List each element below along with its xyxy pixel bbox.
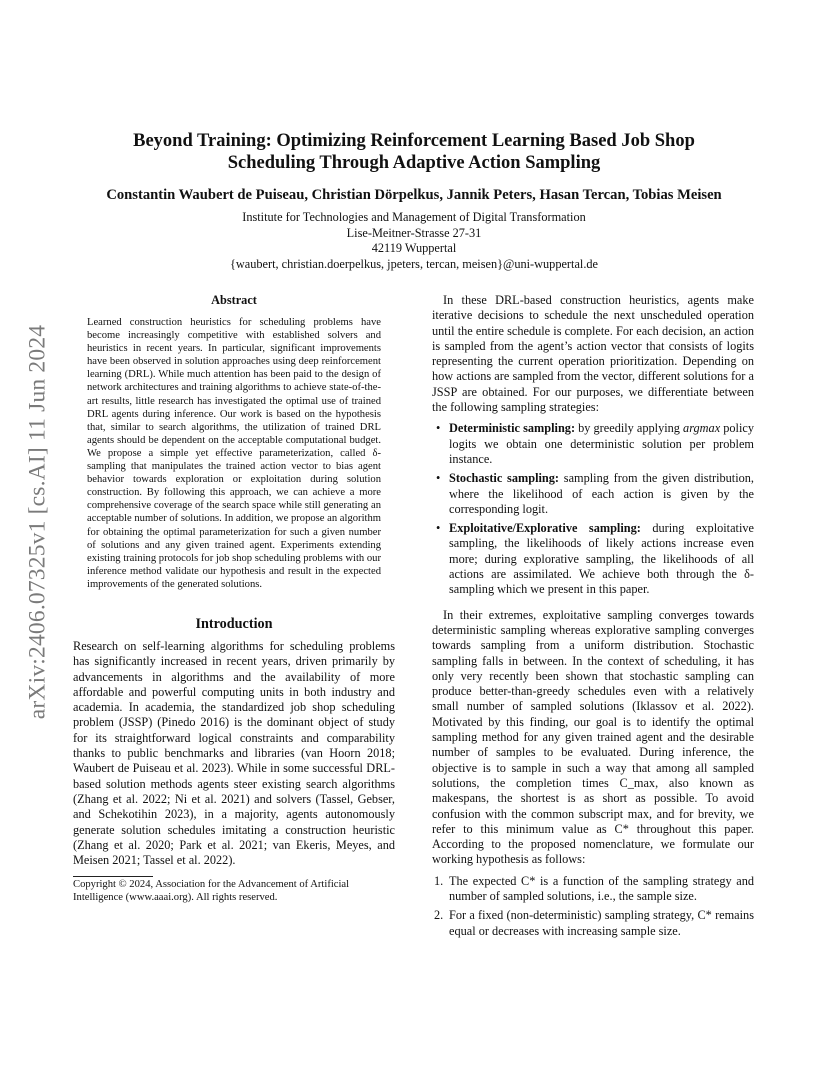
bullet-text: sampling from the given distribution, where the likelihood of each action is given by the corresponding logit.	[449, 471, 754, 516]
affiliation-institute: Institute for Technologies and Management of Digital Transformation	[242, 210, 586, 224]
abstract-heading: Abstract	[211, 293, 257, 307]
footnote-rule	[73, 876, 153, 877]
paragraph-sampling-extremes: In their extremes, exploitative sampling converges towards deterministic sampling whereas explorative sampling converges towards sampling from a uniform distribution. Stochastic sampling falls in between. In the context of scheduling, it has only very recently been shown that stochastic sampling can produce better-than-greedy schedules even with a relatively small number of sampled solutions (Iklassov et al. 2022). Motivated by this finding, our goal is to identify the optimal sampling method for any given trained agent and the desirable number of samples to be evaluated. During inference, the objective is to sample in such a way that among all sampled solutions, the completion times C_max, also known as makespans, the shortest is as short as possible. To avoid confusion with the common subscript max, and for brevity, we refer to this minimum value as C* throughout this paper. According to the proposed nomenclature, we formulate our working hypothesis as follows:	[432, 607, 754, 867]
right-column-body-2	[432, 608, 754, 868]
right-column-body	[432, 293, 754, 415]
list-item	[432, 874, 754, 905]
left-column	[73, 293, 395, 905]
arxiv-side-stamp	[22, 292, 54, 752]
list-item	[432, 421, 754, 467]
bullet-dot: •	[436, 471, 441, 486]
bullet-emphasis: argmax	[683, 421, 721, 436]
list-number: 2.	[434, 908, 444, 923]
sampling-strategy-list	[432, 421, 754, 597]
list-item-text: The expected C* is a function of the sampling strategy and number of sampled solutions, i.e., the sample size.	[449, 873, 754, 903]
bullet-dot: •	[436, 521, 441, 536]
bullet-label: Stochastic sampling:	[449, 471, 559, 486]
list-item	[432, 471, 754, 517]
introduction-paragraph: Research on self-learning algorithms for scheduling problems has significantly increased in recent years, driven primarily by advancements in algorithms and the availability of more affordable and powerful computing units in both industry and academia. In academia, the standardized job shop scheduling problem (JSSP) (Pinedo 2016) is the dominant object of study for its straightforward logical constraints and comparability thanks to public benchmarks and libraries (van Hoorn 2018; Waubert de Puiseau et al. 2023). While in some successful DRL-based solution methods agents steer existing search algorithms (Zhang et al. 2022; Ni et al. 2021) and solvers (Tassel, Gebser, and Schekotihin 2023), in a majority, agents autonomously generate solution schedules imitating a construction heuristic (Zhang et al. 2020; Park et al. 2021; van Ekeris, Meyes, and Meisen 2021; Tassel et al. 2022).	[73, 638, 395, 868]
bullet-text: during exploitative sampling, the likelihoods of likely actions increase even more; during explorative sampling, the likelihoods of all actions are assimilated. We achieve both through the δ-sampling which we present in this paper.	[449, 521, 754, 597]
hypothesis-list	[432, 874, 754, 939]
bullet-label: Deterministic sampling:	[449, 421, 576, 436]
paper-title	[74, 130, 754, 174]
arxiv-identifier: arXiv:2406.07325v1 [cs.AI] 11 Jun 2024	[24, 324, 51, 720]
right-column	[432, 293, 754, 943]
list-item-text: For a fixed (non-deterministic) sampling strategy, C* remains equal or decreases with increasing sample size.	[449, 908, 754, 938]
list-item	[432, 521, 754, 597]
bullet-text-end: policy logits we obtain one deterministic solution per problem instance.	[449, 421, 755, 466]
affiliation-emails: {waubert, christian.doerpelkus, jpeters, tercan, meisen}@uni-wuppertal.de	[230, 256, 598, 271]
title-line-2: Scheduling Through Adaptive Action Sampling	[227, 153, 601, 173]
list-number: 1.	[434, 873, 444, 888]
bullet-label: Exploitative/Explorative sampling:	[449, 521, 641, 536]
introduction-body	[73, 639, 395, 868]
abstract-body	[87, 316, 381, 591]
bullet-text: by greedily applying	[575, 421, 684, 436]
author-list: Constantin Waubert de Puiseau, Christian Dörpelkus, Jannik Peters, Hasan Tercan, Tobias Meisen	[106, 187, 722, 203]
copyright-footnote: Copyright © 2024, Association for the Advancement of Artificial Intelligence (www.aaai.org). All rights reserved.	[73, 879, 350, 904]
introduction-heading: Introduction	[195, 615, 273, 632]
bullet-dot: •	[436, 421, 441, 436]
abstract-text: Learned construction heuristics for scheduling problems have become increasingly competitive with established solvers and heuristics in recent years. In particular, significant improvements have been observed in solution approaches using deep reinforcement learning (DRL). While much attention has been paid to the design of network architectures and training algorithms to achieve state-of-the-art results, little research has investigated the optimal use of trained DRL agents during inference. Our work is based on the hypothesis that, similar to search algorithms, the utilization of trained DRL agents should be dependent on the acceptable computational budget. We propose a simple yet effective parameterization, called δ-sampling that manipulates the trained action vector to bias agent behavior towards exploration or exploitation during solution construction. By following this approach, we can achieve a more comprehensive coverage of the search space while still generating an acceptable number of solutions. In addition, we propose an algorithm for obtaining the optimal parameterization for such a given number of solutions and any given trained agent. Experiments extending existing training protocols for job shop scheduling problems with our inference method validate our hypothesis and result in the expected improvements of the generated solutions.	[87, 317, 381, 590]
list-item	[432, 908, 754, 939]
title-line-1: Beyond Training: Optimizing Reinforcement Learning Based Job Shop	[133, 131, 695, 151]
affiliation-street: Lise-Meitner-Strasse 27-31	[346, 225, 482, 240]
paragraph-drl-heuristics: In these DRL-based construction heuristics, agents make iterative decisions to schedule the next unscheduled operation until the entire schedule is complete. For each decision, an action is sampled from the agent’s action vector that consists of logits representing the current operation prioritization. Depending on how actions are sampled from the vector, different solutions for a JSSP are obtained. For our purposes, we differentiate between the following sampling strategies:	[432, 293, 754, 415]
affiliation-block	[74, 210, 754, 272]
affiliation-city: 42119 Wuppertal	[371, 241, 457, 256]
